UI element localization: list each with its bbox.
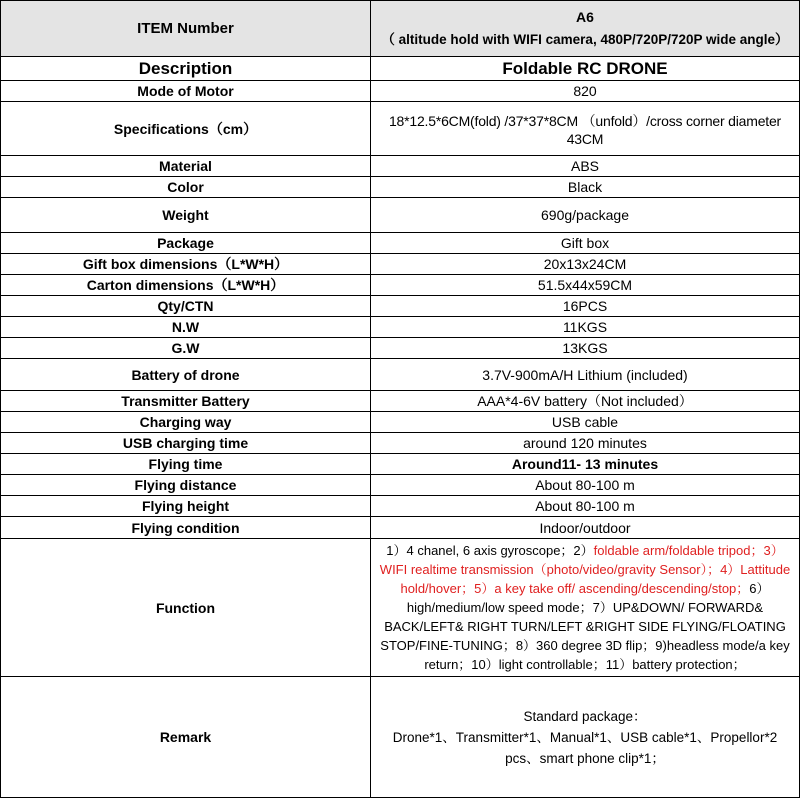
- table-row: [1, 433, 800, 454]
- row-value: AAA*4-6V battery（Not included）: [371, 391, 800, 412]
- table-row: [1, 81, 800, 102]
- row-value: around 120 minutes: [371, 433, 800, 454]
- function-text-plain: 1）4 chanel, 6 axis gyroscope；2）: [386, 543, 594, 558]
- row-value: 18*12.5*6CM(fold) /37*37*8CM （unfold）/cross corner diameter 43CM: [371, 102, 800, 156]
- row-label: N.W: [1, 317, 371, 338]
- remark-line-1: Standard package：: [523, 708, 647, 724]
- row-value: 20x13x24CM: [371, 254, 800, 275]
- row-label: Color: [1, 177, 371, 198]
- row-value: 820: [371, 81, 800, 102]
- remark-value: [371, 677, 800, 798]
- table-row: [1, 412, 800, 433]
- table-row: [1, 198, 800, 233]
- remark-row: [1, 677, 800, 798]
- table-row: [1, 391, 800, 412]
- item-number-cell: [371, 1, 800, 57]
- function-text-plain-end: 6）high/medium/low speed mode；7）UP&DOWN/ FORWARD& BACK/LEFT& RIGHT TURN/LEFT &RIGHT SIDE FLYING/FLOATING STOP/FINE-TUNING；8）360 degree 3D flip；9)headless mode/a key return；10）light controllable；11）battery protection；: [380, 581, 790, 672]
- row-label: Transmitter Battery: [1, 391, 371, 412]
- row-value: Indoor/outdoor: [371, 517, 800, 539]
- row-value: ABS: [371, 156, 800, 177]
- model-number: A6: [576, 9, 594, 25]
- function-label: Function: [1, 539, 371, 677]
- row-value: 3.7V-900mA/H Lithium (included): [371, 359, 800, 391]
- row-value: 690g/package: [371, 198, 800, 233]
- row-label: Charging way: [1, 412, 371, 433]
- table-row: [1, 454, 800, 475]
- row-label: Qty/CTN: [1, 296, 371, 317]
- row-value: About 80-100 m: [371, 496, 800, 517]
- remark-line-2: Drone*1、Transmitter*1、Manual*1、USB cable*1、Propellor*2 pcs、smart phone clip*1；: [392, 729, 778, 766]
- table-row: [1, 296, 800, 317]
- row-label: Flying time: [1, 454, 371, 475]
- row-label: Material: [1, 156, 371, 177]
- item-number-label: ITEM Number: [1, 1, 371, 57]
- function-text-highlighted: foldable arm/foldable tripod；3）WIFI realtime transmission（photo/video/gravity Sensor）；4）Lattitude hold/hover；5）a key take off/ ascending/descending/stop；: [379, 543, 791, 596]
- row-label: Weight: [1, 198, 371, 233]
- row-label: USB charging time: [1, 433, 371, 454]
- table-row: [1, 233, 800, 254]
- row-value: About 80-100 m: [371, 475, 800, 496]
- row-label: Flying condition: [1, 517, 371, 539]
- header-row: [1, 1, 800, 57]
- row-value: 13KGS: [371, 338, 800, 359]
- row-value: Black: [371, 177, 800, 198]
- row-label: Flying distance: [1, 475, 371, 496]
- row-value: 51.5x44x59CM: [371, 275, 800, 296]
- table-row: [1, 359, 800, 391]
- table-row: [1, 177, 800, 198]
- remark-label: Remark: [1, 677, 371, 798]
- description-label: Description: [1, 57, 371, 81]
- row-label: Battery of drone: [1, 359, 371, 391]
- table-row: [1, 317, 800, 338]
- function-value: [371, 539, 800, 677]
- table-row: [1, 254, 800, 275]
- row-label: Mode of Motor: [1, 81, 371, 102]
- row-value: Gift box: [371, 233, 800, 254]
- table-row: [1, 475, 800, 496]
- row-value: Around11- 13 minutes: [371, 454, 800, 475]
- row-value: USB cable: [371, 412, 800, 433]
- table-row: [1, 338, 800, 359]
- row-label: Gift box dimensions（L*W*H）: [1, 254, 371, 275]
- description-row: [1, 57, 800, 81]
- table-row: [1, 102, 800, 156]
- table-row: [1, 275, 800, 296]
- row-value: 16PCS: [371, 296, 800, 317]
- row-value: 11KGS: [371, 317, 800, 338]
- row-label: Package: [1, 233, 371, 254]
- row-label: G.W: [1, 338, 371, 359]
- row-label: Flying height: [1, 496, 371, 517]
- function-row: [1, 539, 800, 677]
- row-label: Specifications（cm）: [1, 102, 371, 156]
- table-row: [1, 496, 800, 517]
- model-description: （ altitude hold with WIFI camera, 480P/720P/720P wide angle）: [381, 32, 789, 47]
- row-label: Carton dimensions（L*W*H）: [1, 275, 371, 296]
- table-row: [1, 517, 800, 539]
- description-value: Foldable RC DRONE: [371, 57, 800, 81]
- table-row: [1, 156, 800, 177]
